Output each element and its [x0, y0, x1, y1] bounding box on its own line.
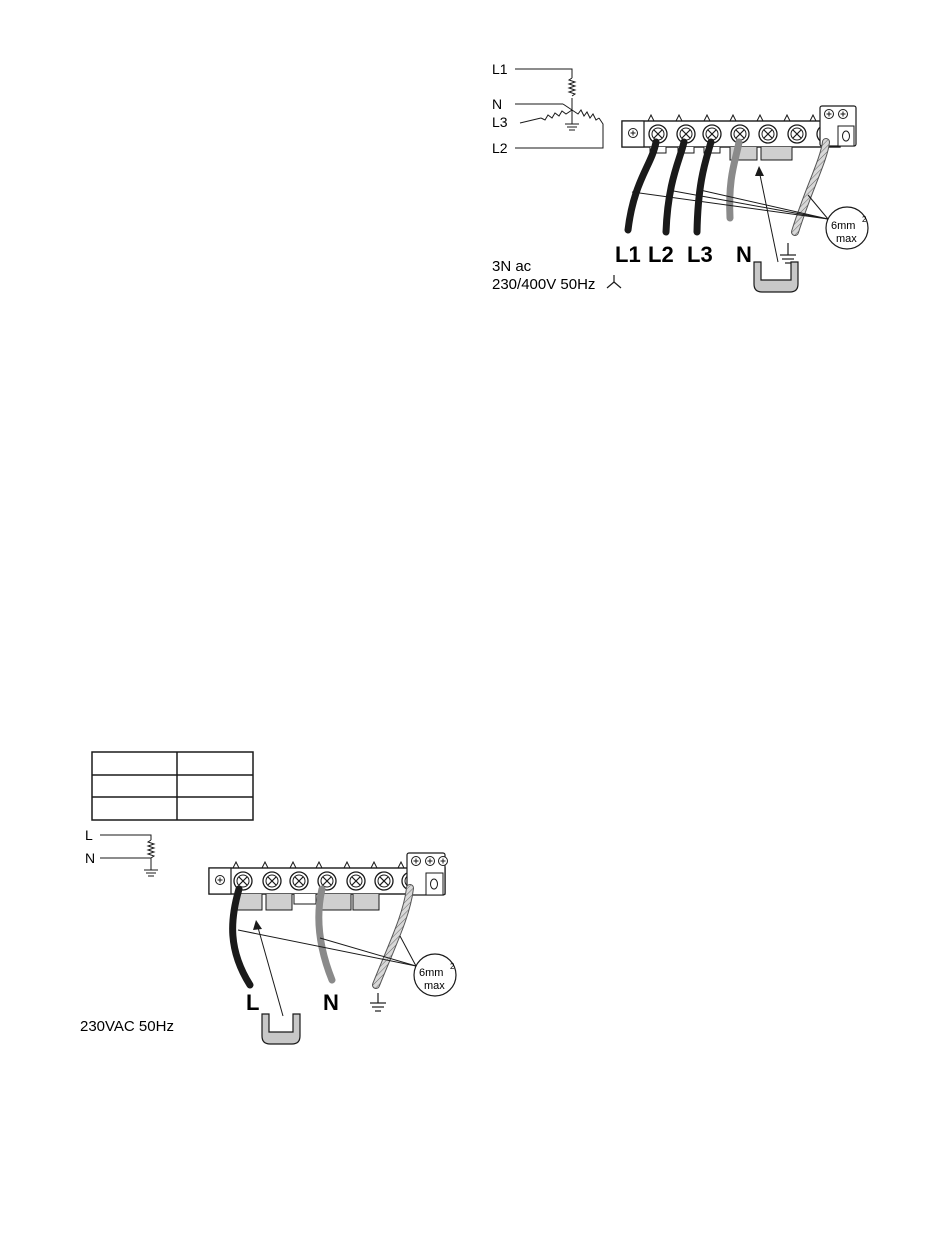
caption-3n-ac: 3N ac — [492, 258, 532, 275]
wire-l2 — [666, 142, 684, 232]
wire-size-badge — [826, 207, 868, 249]
connection-table — [92, 752, 253, 820]
schematic-label-l2: L2 — [492, 140, 508, 156]
terminal-label-l3: L3 — [687, 242, 713, 267]
star-connection-icon — [607, 275, 621, 288]
bridge-clip-single — [262, 1014, 300, 1044]
terminal-screw-6 — [788, 125, 806, 143]
three-phase-schematic — [515, 69, 603, 148]
terminal-label-n-single: N — [323, 990, 339, 1015]
caption-voltage: 230/400V 50Hz — [492, 276, 596, 293]
badge-max: max — [836, 233, 857, 245]
earth-symbol — [780, 243, 796, 263]
earth-symbol-single — [370, 993, 386, 1011]
terminal-label-l2: L2 — [648, 242, 674, 267]
single-phase-schematic — [100, 835, 158, 876]
bridge-clip — [754, 262, 798, 292]
terminal-label-l: L — [246, 990, 260, 1015]
schematic-label-n: N — [492, 96, 503, 112]
wire-l3 — [697, 142, 711, 232]
badge-exp: 2 — [862, 215, 867, 224]
wire-l1 — [628, 142, 656, 230]
badge-max-single: max — [424, 980, 445, 992]
supply-wires — [628, 142, 826, 232]
schematic-label-l3: L3 — [492, 114, 508, 130]
single-phase-diagram — [80, 752, 456, 1044]
terminal-label-l1: L1 — [615, 242, 641, 267]
terminal-label-n: N — [736, 242, 752, 267]
schematic-label-n-single: N — [85, 850, 96, 866]
badge-exp-single: 2 — [450, 962, 455, 971]
badge-size: 6mm — [831, 220, 856, 232]
badge-size-single: 6mm — [419, 967, 444, 979]
terminal-block-single — [209, 853, 448, 910]
schematic-label-l1: L1 — [492, 61, 508, 77]
terminal-screw-5 — [759, 125, 777, 143]
wire-size-badge-single — [414, 954, 456, 996]
caption-230vac: 230VAC 50Hz — [80, 1018, 174, 1035]
schematic-label-l: L — [85, 827, 93, 843]
three-phase-diagram — [492, 61, 868, 293]
